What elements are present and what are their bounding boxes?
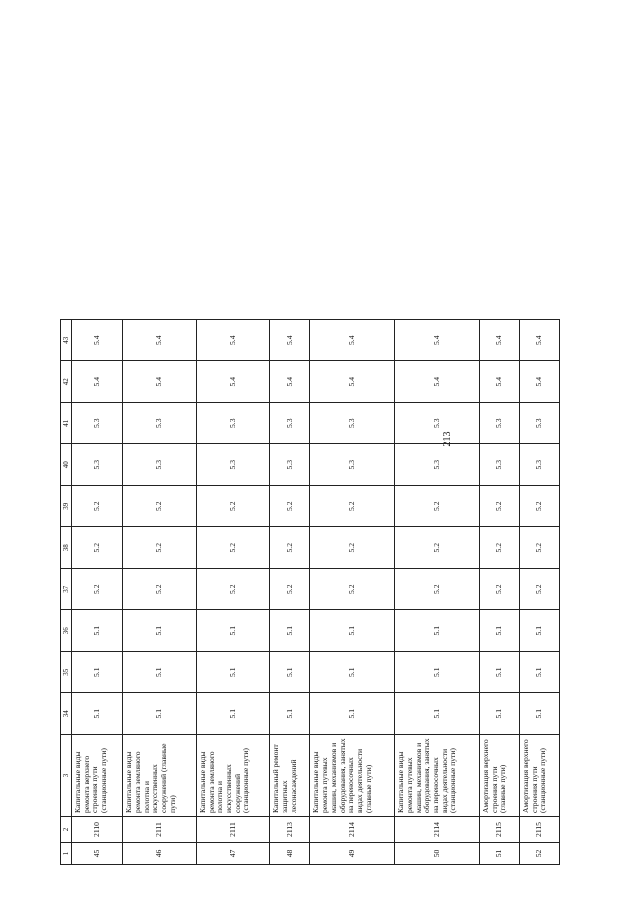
value-cell: 5.1 <box>479 652 519 694</box>
data-table <box>60 319 560 865</box>
name-cell: Капитальные виды ремонта верхнего строения пути (станционные пути) <box>72 735 123 817</box>
value-cell: 5.2 <box>270 527 310 569</box>
table-row <box>196 320 270 865</box>
value-cell: 5.4 <box>519 320 559 362</box>
value-cell: 5.4 <box>123 320 197 362</box>
rotated-table-container <box>60 320 560 865</box>
value-cell: 5.4 <box>72 320 123 362</box>
value-cell: 5.1 <box>479 693 519 735</box>
value-cell: 5.1 <box>72 652 123 694</box>
value-cell: 5.4 <box>479 320 519 362</box>
code-cell: 2111 <box>123 817 197 843</box>
value-cell: 5.2 <box>479 527 519 569</box>
value-cell: 5.4 <box>72 361 123 403</box>
value-cell: 5.3 <box>395 403 480 445</box>
value-cell: 5.1 <box>519 693 559 735</box>
column-header: 42 <box>61 361 72 403</box>
table-body <box>72 320 560 865</box>
value-cell: 5.3 <box>123 444 197 486</box>
value-cell: 5.3 <box>270 403 310 445</box>
row-number-cell: 45 <box>72 843 123 865</box>
row-number-cell: 50 <box>395 843 480 865</box>
value-cell: 5.1 <box>310 610 395 652</box>
row-number-cell: 47 <box>196 843 270 865</box>
value-cell: 5.3 <box>270 444 310 486</box>
name-cell: Капитальные виды ремонта земляного полотна и искусственных сооружений (главные пути) <box>123 735 197 817</box>
value-cell: 5.2 <box>310 569 395 611</box>
name-cell: Капитальные виды ремонта путевых машин, механизмов и оборудования, занятых на переносочных видах деятельности (главные пути) <box>310 735 395 817</box>
code-cell: 2115 <box>519 817 559 843</box>
code-cell: 2110 <box>72 817 123 843</box>
value-cell: 5.3 <box>310 444 395 486</box>
value-cell: 5.4 <box>270 320 310 362</box>
page-number: 213 <box>442 431 453 447</box>
value-cell: 5.2 <box>310 486 395 528</box>
value-cell: 5.1 <box>123 610 197 652</box>
value-cell: 5.1 <box>395 610 480 652</box>
value-cell: 5.2 <box>519 569 559 611</box>
row-number-cell: 49 <box>310 843 395 865</box>
row-number-cell: 48 <box>270 843 310 865</box>
column-header: 41 <box>61 403 72 445</box>
value-cell: 5.2 <box>123 527 197 569</box>
value-cell: 5.2 <box>72 486 123 528</box>
table-row <box>123 320 197 865</box>
value-cell: 5.4 <box>196 361 270 403</box>
value-cell: 5.3 <box>72 444 123 486</box>
value-cell: 5.2 <box>395 569 480 611</box>
column-header: 40 <box>61 444 72 486</box>
row-number-cell: 51 <box>479 843 519 865</box>
value-cell: 5.4 <box>395 320 480 362</box>
code-cell: 2114 <box>310 817 395 843</box>
value-cell: 5.1 <box>270 693 310 735</box>
value-cell: 5.3 <box>479 403 519 445</box>
value-cell: 5.4 <box>310 361 395 403</box>
value-cell: 5.4 <box>395 361 480 403</box>
column-header: 38 <box>61 527 72 569</box>
column-header: 3 <box>61 735 72 817</box>
value-cell: 5.1 <box>72 693 123 735</box>
value-cell: 5.1 <box>72 610 123 652</box>
code-cell: 2113 <box>270 817 310 843</box>
table-row <box>479 320 519 865</box>
row-number-cell: 52 <box>519 843 559 865</box>
value-cell: 5.2 <box>123 486 197 528</box>
value-cell: 5.2 <box>270 486 310 528</box>
table-row <box>395 320 480 865</box>
code-cell: 2114 <box>395 817 480 843</box>
value-cell: 5.2 <box>310 527 395 569</box>
value-cell: 5.4 <box>270 361 310 403</box>
code-cell: 2115 <box>479 817 519 843</box>
value-cell: 5.1 <box>196 652 270 694</box>
value-cell: 5.1 <box>196 693 270 735</box>
row-number-cell: 46 <box>123 843 197 865</box>
value-cell: 5.2 <box>196 527 270 569</box>
value-cell: 5.4 <box>123 361 197 403</box>
value-cell: 5.2 <box>519 527 559 569</box>
value-cell: 5.2 <box>479 569 519 611</box>
value-cell: 5.2 <box>123 569 197 611</box>
value-cell: 5.3 <box>395 444 480 486</box>
value-cell: 5.3 <box>123 403 197 445</box>
value-cell: 5.3 <box>519 444 559 486</box>
value-cell: 5.1 <box>123 693 197 735</box>
value-cell: 5.2 <box>519 486 559 528</box>
value-cell: 5.2 <box>270 569 310 611</box>
value-cell: 5.3 <box>310 403 395 445</box>
table-header-row <box>61 320 72 865</box>
value-cell: 5.2 <box>395 527 480 569</box>
value-cell: 5.3 <box>196 444 270 486</box>
column-header: 37 <box>61 569 72 611</box>
value-cell: 5.1 <box>310 693 395 735</box>
value-cell: 5.4 <box>479 361 519 403</box>
value-cell: 5.3 <box>479 444 519 486</box>
table-row <box>72 320 123 865</box>
value-cell: 5.2 <box>72 527 123 569</box>
name-cell: Амортизация верхнего строения пути (главные пути) <box>479 735 519 817</box>
value-cell: 5.3 <box>196 403 270 445</box>
value-cell: 5.2 <box>479 486 519 528</box>
value-cell: 5.1 <box>479 610 519 652</box>
value-cell: 5.2 <box>196 569 270 611</box>
value-cell: 5.4 <box>310 320 395 362</box>
value-cell: 5.1 <box>519 652 559 694</box>
value-cell: 5.3 <box>72 403 123 445</box>
column-header: 34 <box>61 693 72 735</box>
column-header: 35 <box>61 652 72 694</box>
value-cell: 5.1 <box>395 652 480 694</box>
column-header: 2 <box>61 817 72 843</box>
name-cell: Капитальные виды ремонта путевых машин, механизмов и оборудования, занятых на переносочных видах деятельности (станционные пути) <box>395 735 480 817</box>
column-header: 43 <box>61 320 72 362</box>
name-cell: Амортизация верхнего строения пути (станционные пути) <box>519 735 559 817</box>
value-cell: 5.2 <box>72 569 123 611</box>
code-cell: 2111 <box>196 817 270 843</box>
value-cell: 5.3 <box>519 403 559 445</box>
column-header: 36 <box>61 610 72 652</box>
column-header: 39 <box>61 486 72 528</box>
value-cell: 5.1 <box>270 652 310 694</box>
table-row <box>310 320 395 865</box>
name-cell: Капитальный ремонт защитных лесонасаждений <box>270 735 310 817</box>
table-row <box>519 320 559 865</box>
value-cell: 5.1 <box>395 693 480 735</box>
value-cell: 5.1 <box>270 610 310 652</box>
table-row <box>270 320 310 865</box>
value-cell: 5.4 <box>196 320 270 362</box>
name-cell: Капитальные виды ремонта земляного полотна и искусственных сооружений (станционные пути) <box>196 735 270 817</box>
column-header: 1 <box>61 843 72 865</box>
value-cell: 5.1 <box>310 652 395 694</box>
value-cell: 5.2 <box>196 486 270 528</box>
value-cell: 5.4 <box>519 361 559 403</box>
value-cell: 5.1 <box>519 610 559 652</box>
value-cell: 5.2 <box>395 486 480 528</box>
value-cell: 5.1 <box>196 610 270 652</box>
value-cell: 5.1 <box>123 652 197 694</box>
